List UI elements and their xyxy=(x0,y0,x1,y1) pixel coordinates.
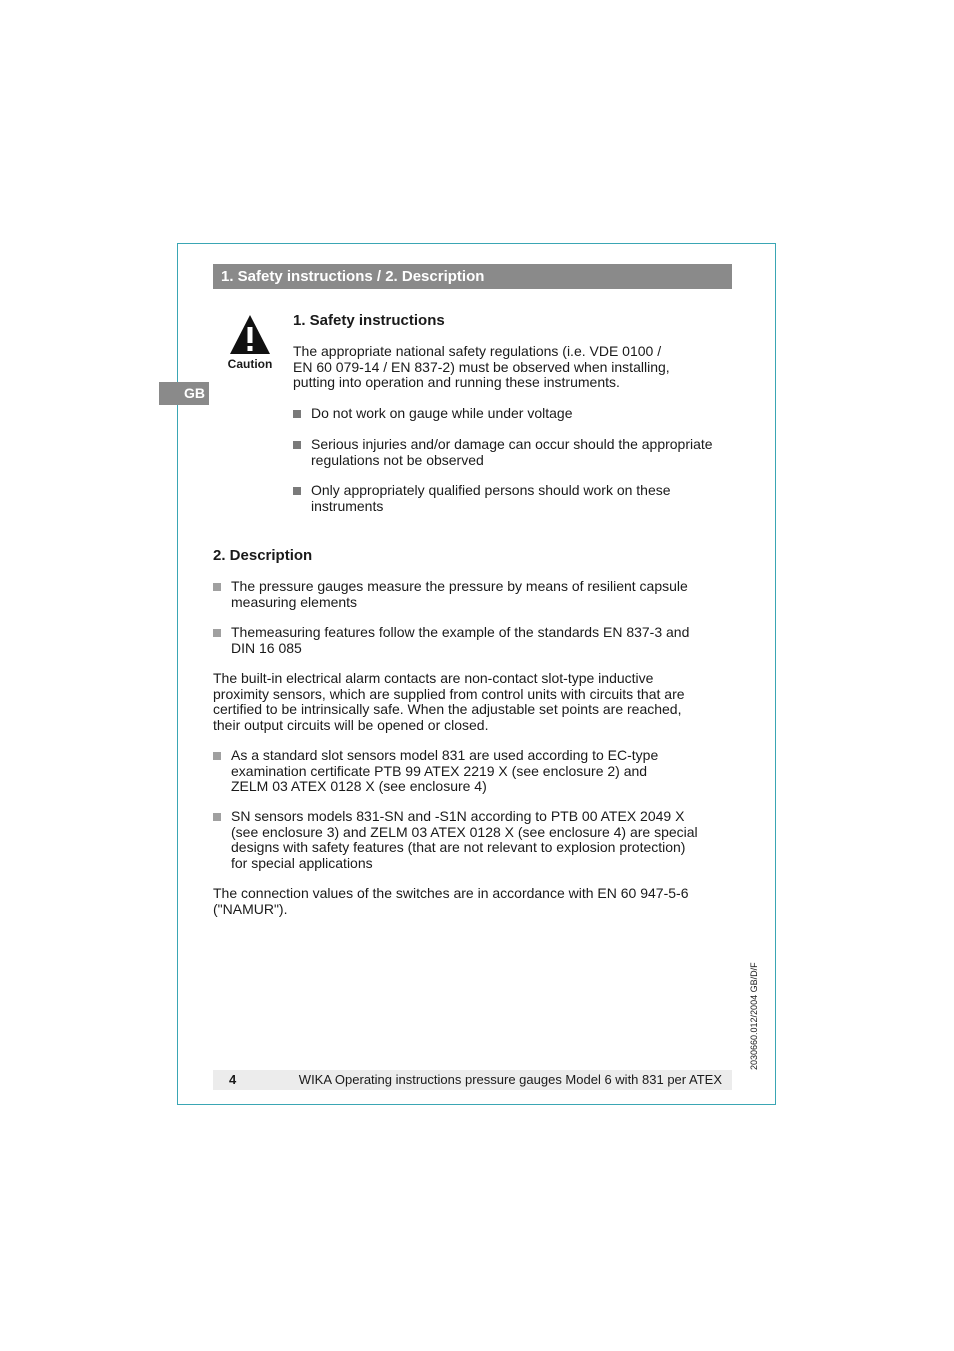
document-code: 2030660.012/2004 GB/D/F xyxy=(749,962,759,1070)
bullet-square-icon xyxy=(293,487,301,495)
footer-text: WIKA Operating instructions pressure gauges Model 6 with 831 per ATEX xyxy=(298,1072,722,1087)
language-tab: GB xyxy=(159,382,209,405)
page-number: 4 xyxy=(229,1072,237,1087)
warning-triangle-icon xyxy=(229,313,271,355)
description-paragraph-2: The connection values of the switches are in accordance with EN 60 947-5-6 ("NAMUR"). xyxy=(213,885,689,917)
bullet-square-icon xyxy=(293,441,301,449)
section-header: 1. Safety instructions / 2. Description xyxy=(213,264,732,289)
safety-heading: 1. Safety instructions xyxy=(293,312,445,329)
bullet-square-icon xyxy=(293,410,301,418)
description-heading: 2. Description xyxy=(213,547,313,564)
caution-label: Caution xyxy=(227,357,273,371)
bullet-square-icon xyxy=(213,629,221,637)
footer xyxy=(213,1070,732,1090)
description-paragraph-1: The built-in electrical alarm contacts are non-contact slot-type inductive proximity sensors, which are supplied from control units with circuits that are certified to be intrinsically safe. When the adjustable set points are reached, their output circuits will be opened or closed. xyxy=(213,670,685,733)
bullet-square-icon xyxy=(213,813,221,821)
bullet-square-icon xyxy=(213,752,221,760)
caution-block xyxy=(222,313,278,371)
safety-intro: The appropriate national safety regulations (i.e. VDE 0100 / EN 60 079-14 / EN 837-2) must be observed when installing, putting into operation and running these instruments. xyxy=(293,343,670,390)
bullet-square-icon xyxy=(213,583,221,591)
